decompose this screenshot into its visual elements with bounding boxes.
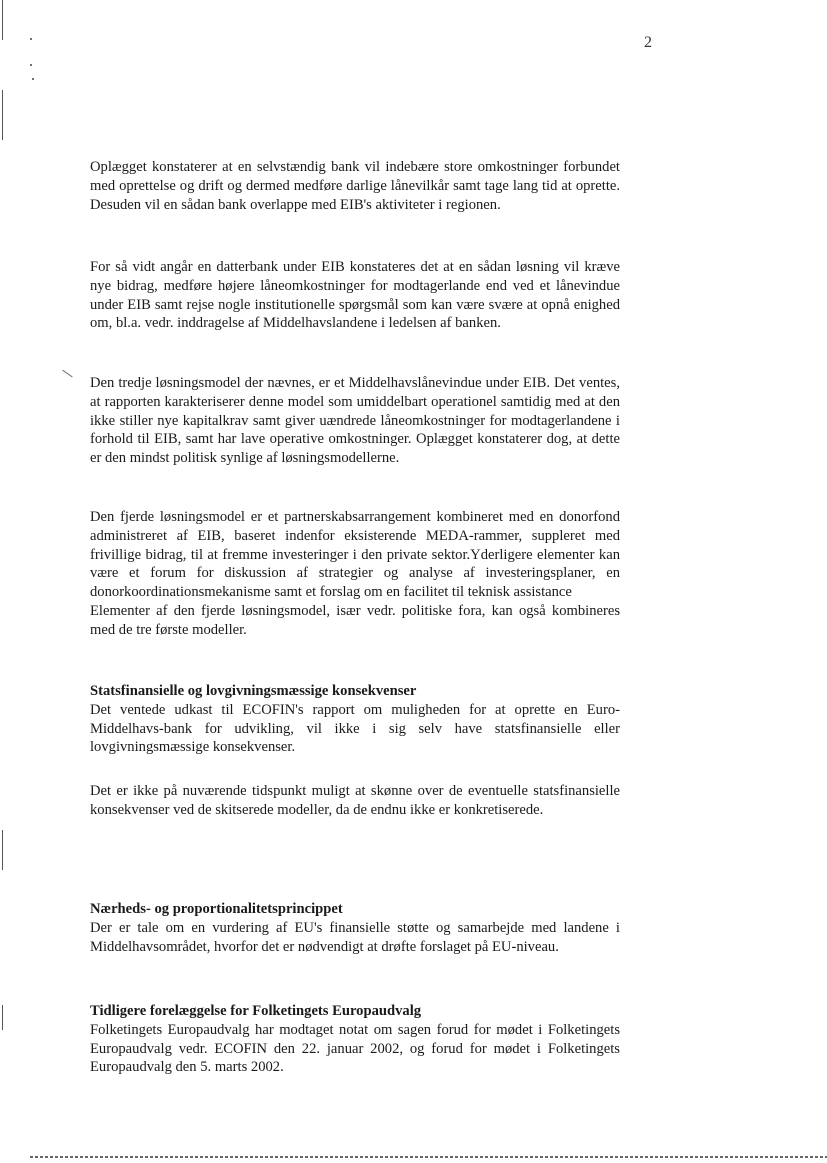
scan-edge-mark (2, 0, 3, 40)
section-heading: Tidligere forelæggelse for Folketingets Europaudvalg (90, 1003, 422, 1019)
paragraph-text: For så vidt angår en datterbank under EIB konstateres det at en sådan løsning vil kræve nye bidrag, medføre højere låneomkostninger for modtagerlande end ved et lånevindue under EIB samt rejse nogle institutionelle spørgsmål som kan være svære at opnå enighed om, bl.a. vedr. inddragelse af Middelhavslandene i ledelsen af banken. (90, 259, 620, 332)
section-prior-presentation (90, 1002, 620, 1077)
paragraph-text: Oplægget konstaterer at en selvstændig bank vil indebære store omkostninger forbundet med oprettelse og drift og dermed medføre darlige lånevilkår samt tage lang tid at oprette. Desuden vil en sådan bank overlappe med EIB's aktiviteter i regionen. (90, 159, 620, 213)
paragraph-fiscal-estimate (90, 782, 620, 820)
section-fiscal-consequences (90, 682, 620, 757)
section-heading: Statsfinansielle og lovgivningsmæssige konsekvenser (90, 683, 417, 699)
paragraph-bank-option (90, 158, 620, 214)
section-subsidiarity (90, 900, 620, 956)
scan-dot (30, 38, 32, 40)
scan-edge-mark (2, 1005, 3, 1030)
scan-mark (55, 370, 72, 388)
paragraph-text: Elementer af den fjerde løsningsmodel, især vedr. politiske fora, kan også kombineres med de tre første modeller. (90, 602, 620, 638)
section-body: Folketingets Europaudvalg har modtaget notat om sagen forud for mødet i Folketingets Europaudvalg vedr. ECOFIN den 22. januar 2002, og forud for mødet i Folketingets Europaudvalg den 5. marts 2002. (90, 1021, 620, 1076)
paragraph-partnership-option (90, 508, 620, 640)
scan-edge-mark (2, 830, 3, 870)
paragraph-text: Det er ikke på nuværende tidspunkt muligt at skønne over de eventuelle statsfinansielle konsekvenser ved de skitserede modeller, da de endnu ikke er konkretiserede. (90, 783, 620, 818)
scan-bottom-edge (30, 1156, 827, 1158)
scan-edge-mark (2, 90, 3, 140)
scan-dot (30, 64, 32, 66)
paragraph-loan-window-option (90, 374, 620, 468)
scan-dot (32, 78, 34, 80)
paragraph-subsidiary-option (90, 258, 620, 333)
paragraph-text: Den tredje løsningsmodel der nævnes, er et Middelhavslånevindue under EIB. Det ventes, at rapporten karakteriserer denne model som umiddelbart operationel samtidig med at den ikke stiller nye kapitalkrav samt giver uændrede låneomkostninger for modtagerlandene i forhold til EIB, samt har lave operative omkostninger. Oplægget konstaterer dog, at dette er den mindst politisk synlige af løsningsmodellerne. (90, 375, 620, 467)
paragraph-text: Den fjerde løsningsmodel er et partnerskabsarrangement kombineret med en donorfond administreret af EIB, baseret indenfor eksisterende MEDA-rammer, suppleret med frivillige bidrag, til at fremme investeringer i den private sektor.Yderligere elementer kan være et forum for diskussion af strategier og analyse af investeringsplaner, en donorkoordinationsmekanisme samt et forslag om en facilitet til teknisk assistance (90, 509, 620, 601)
page-number: 2 (644, 34, 652, 51)
section-body: Det ventede udkast til ECOFIN's rapport om muligheden for at oprette en Euro-Middelhavs-bank for udvikling, vil ikke i sig selv have statsfinansielle eller lovgivningsmæssige konsekvenser. (90, 701, 620, 756)
section-heading: Nærheds- og proportionalitetsprincippet (90, 901, 343, 917)
section-body: Der er tale om en vurdering af EU's finansielle støtte og samarbejde med landene i Middelhavsområdet, hvorfor det er nødvendigt at drøfte forslaget på EU-niveau. (90, 919, 620, 955)
